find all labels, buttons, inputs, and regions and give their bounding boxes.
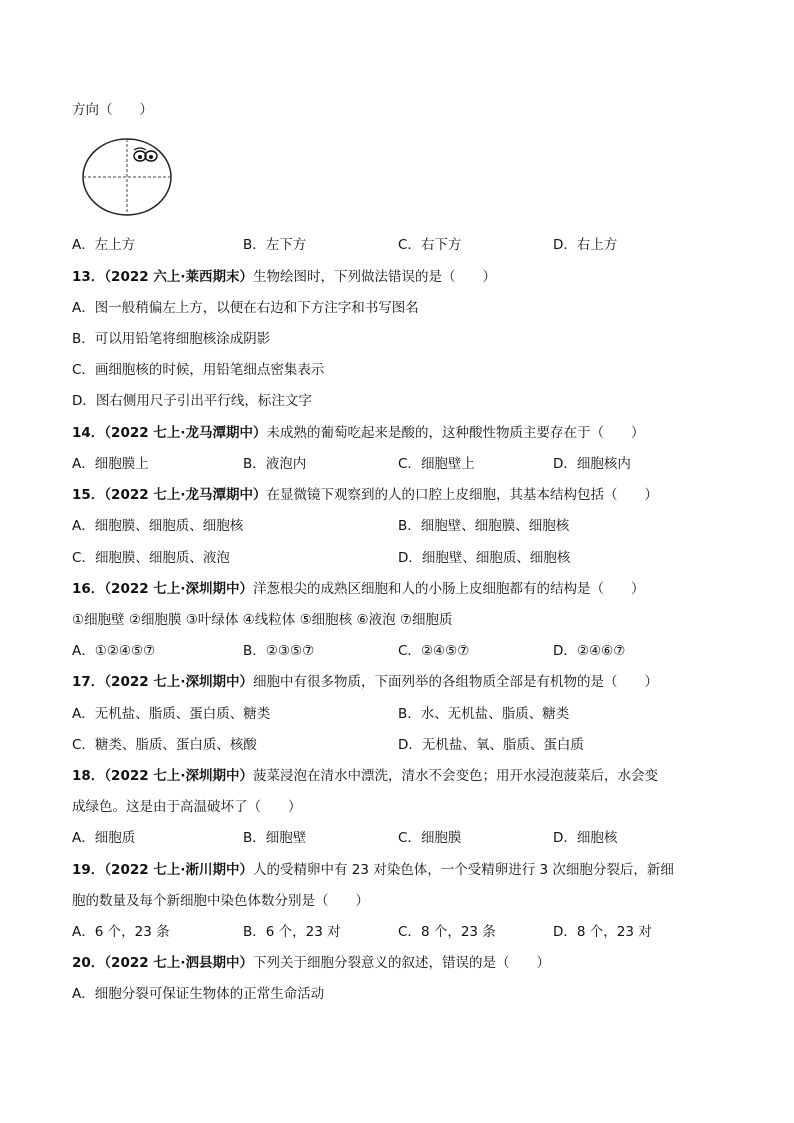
q12-option-b: B．左下方 <box>243 237 307 253</box>
q17-option-b: B．水、无机盐、脂质、糖类 <box>398 706 570 722</box>
q14-option-d: D．细胞核内 <box>553 456 631 472</box>
q16-stem: 16．（2022 七上·深圳期中）洋葱根尖的成熟区细胞和人的小肠上皮细胞都有的结构是（ ） <box>72 581 645 597</box>
q12-stem-tail: 方向（ ） <box>72 102 153 118</box>
q17-option-d: D．无机盐、氧、脂质、蛋白质 <box>398 737 584 753</box>
q18-option-a: A．细胞质 <box>72 830 136 846</box>
q17-stem: 17．（2022 七上·深圳期中）细胞中有很多物质，下面列举的各组物质全部是有机物的是（ ） <box>72 674 658 690</box>
q18-stem-line2: 成绿色。这是由于高温破坏了（ ） <box>72 799 302 815</box>
microscope-field-diagram <box>80 136 176 220</box>
q13-stem: 13．（2022 六上·莱西期末）生物绘图时，下列做法错误的是（ ） <box>72 269 496 285</box>
q17-option-a: A．无机盐、脂质、蛋白质、糖类 <box>72 706 271 722</box>
q19-stem-line2: 胞的数量及每个新细胞中染色体数分别是（ ） <box>72 893 369 909</box>
q15-option-c: C．细胞膜、细胞质、液泡 <box>72 550 230 566</box>
q15-stem: 15．（2022 七上·龙马潭期中）在显微镜下观察到的人的口腔上皮细胞，其基本结构包括（ ） <box>72 487 658 503</box>
q13-option-d: D．图右侧用尺子引出平行线，标注文字 <box>72 393 312 409</box>
q19-option-d: D．8 个，23 对 <box>553 924 652 940</box>
q16-option-d: D．②④⑥⑦ <box>553 643 626 659</box>
q19-option-b: B．6 个，23 对 <box>243 924 341 940</box>
q12-option-d: D．右上方 <box>553 237 618 253</box>
q14-option-a: A．细胞膜上 <box>72 456 149 472</box>
specimen-eyes-icon <box>134 148 157 161</box>
q13-option-c: C．画细胞核的时候，用铅笔细点密集表示 <box>72 362 325 378</box>
q15-option-a: A．细胞膜、细胞质、细胞核 <box>72 518 244 534</box>
q20-option-a: A．细胞分裂可保证生物体的正常生命活动 <box>72 986 325 1002</box>
q18-option-d: D．细胞核 <box>553 830 618 846</box>
q19-stem-line1: 19．（2022 七上·淅川期中）人的受精卵中有 23 对染色体，一个受精卵进行 3 次细胞分裂后，新细 <box>72 862 674 878</box>
q12-option-a: A．左上方 <box>72 237 136 253</box>
q14-stem: 14．（2022 七上·龙马潭期中）未成熟的葡萄吃起来是酸的，这种酸性物质主要存在于（ ） <box>72 425 645 441</box>
q16-option-b: B．②③⑤⑦ <box>243 643 315 659</box>
q13-option-b: B．可以用铅笔将细胞核涂成阴影 <box>72 331 271 347</box>
q16-option-a: A．①②④⑤⑦ <box>72 643 156 659</box>
q19-option-a: A．6 个，23 条 <box>72 924 170 940</box>
q16-option-c: C．②④⑤⑦ <box>398 643 470 659</box>
q12-option-c: C．右下方 <box>398 237 462 253</box>
q18-option-c: C．细胞膜 <box>398 830 462 846</box>
q17-option-c: C．糖类、脂质、蛋白质、核酸 <box>72 737 257 753</box>
q18-stem-line1: 18．（2022 七上·深圳期中）菠菜浸泡在清水中漂洗，清水不会变色；用开水浸泡菠菜后，水会变 <box>72 768 658 784</box>
q16-items: ①细胞壁 ②细胞膜 ③叶绿体 ④线粒体 ⑤细胞核 ⑥液泡 ⑦细胞质 <box>72 612 453 628</box>
q19-option-c: C．8 个，23 条 <box>398 924 496 940</box>
q14-option-b: B．液泡内 <box>243 456 307 472</box>
q14-option-c: C．细胞壁上 <box>398 456 475 472</box>
q15-option-d: D．细胞壁、细胞质、细胞核 <box>398 550 571 566</box>
q15-option-b: B．细胞壁、细胞膜、细胞核 <box>398 518 570 534</box>
q20-stem: 20．（2022 七上·泗县期中）下列关于细胞分裂意义的叙述，错误的是（ ） <box>72 955 550 971</box>
q13-option-a: A．图一般稍偏左上方，以便在右边和下方注字和书写图名 <box>72 300 419 316</box>
q18-option-b: B．细胞壁 <box>243 830 307 846</box>
